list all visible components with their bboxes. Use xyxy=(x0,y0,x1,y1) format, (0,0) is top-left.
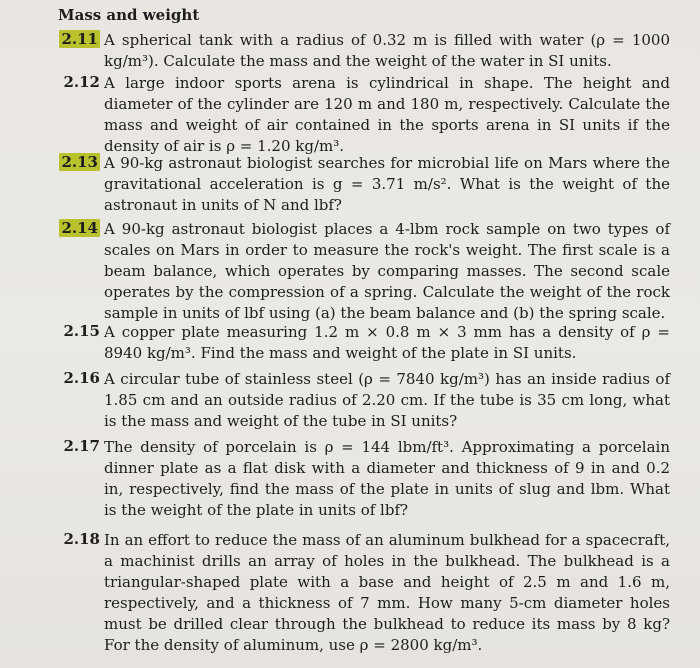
problem-text: A spherical tank with a radius of 0.32 m is filled with water (ρ = 1000 kg/m³). Calculate the mass and the weight of the water in SI units. xyxy=(104,31,670,70)
section-title: Mass and weight xyxy=(58,6,200,24)
problem-text: A 90-kg astronaut biologist searches for microbial life on Mars where the gravitational acceleration is g = 3.71 m/s². What is the weight of the astronaut in units of N and lbf? xyxy=(104,154,670,214)
problem-text: A 90-kg astronaut biologist places a 4-lbm rock sample on two types of scales on Mars in order to measure the rock's weight. The first scale is a beam balance, which operates by comparing masses. The second scale operates by the compression of a spring. Calculate the weight of the rock sample in units of lbf using (a) the beam balance and (b) the spring scale. xyxy=(104,220,670,322)
problem-number: 2.16 xyxy=(63,369,100,387)
problem-number: 2.17 xyxy=(63,437,100,455)
problem-text: In an effort to reduce the mass of an aluminum bulkhead for a spacecraft, a machinist drills an array of holes in the bulkhead. The bulkhead is a triangular-shaped plate with a base and height of 2.5 m and 1.6 m, respectively, and a thickness of 7 mm. How many 5-cm diameter holes must be drilled clear through the bulkhead to reduce its mass by 8 kg? For the density of aluminum, use ρ = 2800 kg/m³. xyxy=(104,531,670,654)
problem-text: A copper plate measuring 1.2 m × 0.8 m × 3 mm has a density of ρ = 8940 kg/m³. Find the mass and weight of the plate in SI units. xyxy=(104,323,670,362)
problem-number: 2.15 xyxy=(63,322,100,340)
problem-number: 2.14 xyxy=(61,219,98,237)
problem-number: 2.13 xyxy=(61,153,98,171)
problem-number: 2.18 xyxy=(63,530,100,548)
problem-text: A large indoor sports arena is cylindrical in shape. The height and diameter of the cylinder are 120 m and 180 m, respectively. Calculate the mass and weight of air contained in the sports arena in SI units if the density of air is ρ = 1.20 kg/m³. xyxy=(104,74,670,155)
problem-number: 2.12 xyxy=(63,73,100,91)
problem-number: 2.11 xyxy=(61,30,98,48)
problem-text: A circular tube of stainless steel (ρ = 7840 kg/m³) has an inside radius of 1.85 cm and an outside radius of 2.20 cm. If the tube is 35 cm long, what is the mass and weight of the tube in SI units? xyxy=(104,370,670,430)
problem-text: The density of porcelain is ρ = 144 lbm/ft³. Approximating a porcelain dinner plate as a flat disk with a diameter and thickness of 9 in and 0.2 in, respectively, find the mass of the plate in units of slug and lbm. What is the weight of the plate in units of lbf? xyxy=(104,438,670,519)
